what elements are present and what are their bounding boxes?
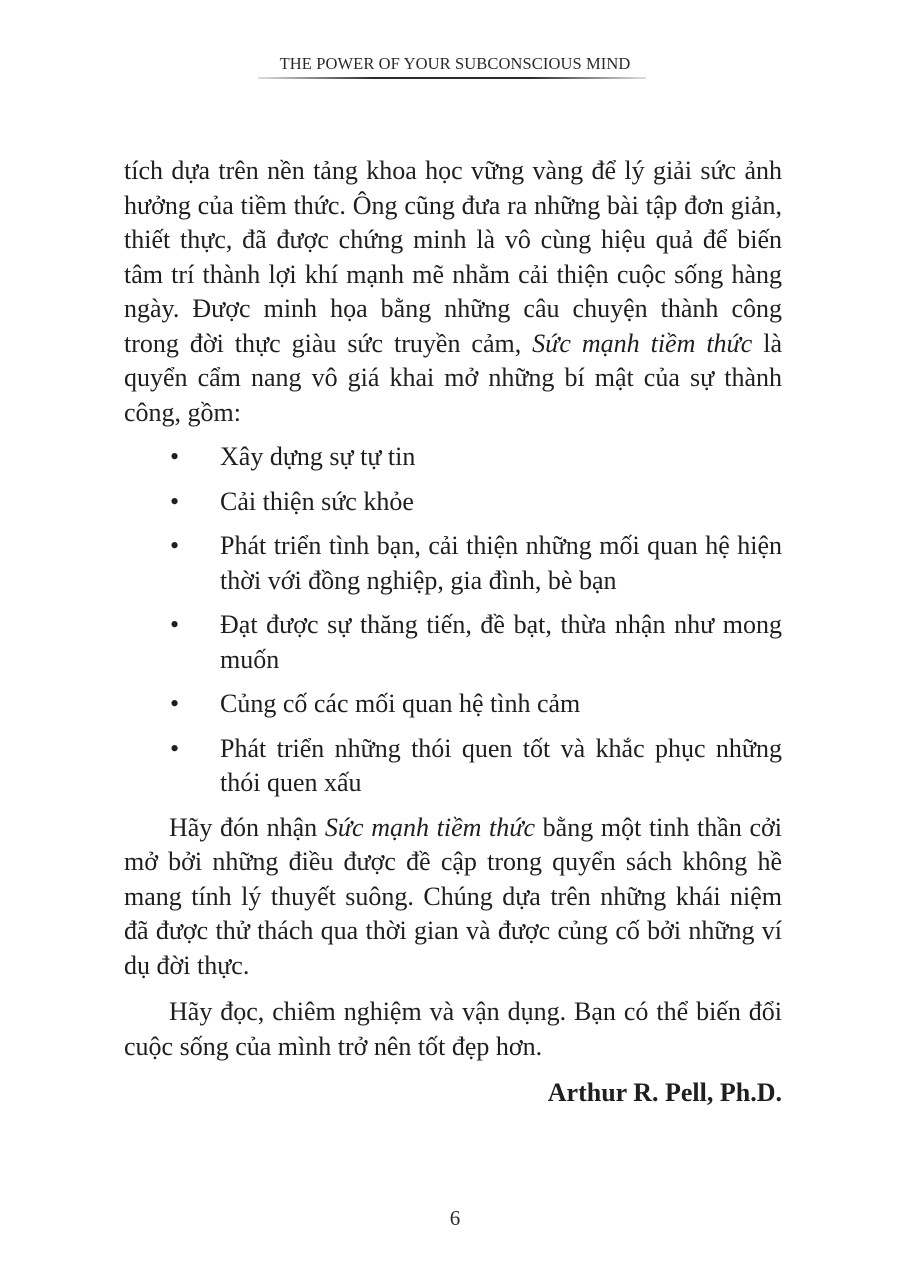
page-number: 6 [449, 1206, 461, 1230]
list-item-text: Đạt được sự thăng tiến, đề bạt, thừa nhận như mong muốn [220, 610, 782, 674]
running-header-title: THE POWER OF YOUR SUBCONSCIOUS MIND [279, 54, 631, 73]
paragraph-embrace-text-before: Hãy đón nhận [169, 812, 325, 842]
list-item-text: Phát triển những thói quen tốt và khắc phục những thói quen xấu [220, 733, 782, 797]
list-item [124, 608, 782, 677]
list-item-text: Phát triển tình bạn, cải thiện những mối quan hệ hiện thời với đồng nghiệp, gia đình, bè bạn [220, 531, 782, 595]
bullet-icon: • [170, 486, 180, 516]
bullet-icon: • [170, 689, 180, 718]
book-title-italic: Sức mạnh tiềm thức [324, 812, 535, 842]
list-item [124, 687, 782, 722]
list-item [124, 529, 782, 598]
bullet-icon: • [170, 442, 180, 471]
book-title-italic: Sức mạnh tiềm thức [532, 328, 753, 358]
bullet-icon: • [170, 733, 180, 763]
paragraph-intro-text-before: tích dựa trên nền tảng khoa học vững vàng để lý giải sức ảnh hưởng của tiềm thức. Ông cũng đưa ra những bài tập đơn giản, thiết thực, đã được chứng minh là vô cùng hiệu quả để biến tâm trí thành lợi khí mạnh mẽ nhằm cải thiện cuộc sống hàng ngày. Được minh họa bằng những câu chuyện thành công trong đời thực giàu sức truyền cảm, [124, 156, 782, 358]
list-item-text: Xây dựng sự tự tin [220, 442, 416, 471]
page-body [124, 154, 782, 1111]
paragraph-embrace-text-after: bằng một tinh thần cởi mở bởi những điều được đề cập trong quyển sách không hề mang tính lý thuyết suông. Chúng dựa trên những khái niệm đã được thử thách qua thời gian và được củng cố bởi những ví dụ đời thực. [124, 812, 782, 980]
paragraph-embrace [124, 811, 782, 984]
benefits-list [124, 440, 782, 801]
paragraph-intro [124, 154, 782, 430]
bullet-icon: • [170, 531, 180, 560]
list-item [124, 732, 782, 801]
author-signature: Arthur R. Pell, Ph.D. [547, 1078, 782, 1107]
running-header [0, 54, 910, 77]
list-item-text: Củng cố các mối quan hệ tình cảm [220, 689, 581, 718]
list-item [124, 440, 782, 475]
list-item-text: Cải thiện sức khỏe [220, 486, 414, 516]
paragraph-read: Hãy đọc, chiêm nghiệm và vận dụng. Bạn có thể biến đổi cuộc sống của mình trở nên tốt đẹp hơn. [124, 997, 782, 1061]
bullet-icon: • [170, 610, 180, 639]
header-rule [258, 77, 646, 79]
paragraph-intro-text-after: là quyển cẩm nang vô giá khai mở những bí mật của sự thành công, gồm: [124, 328, 782, 427]
list-item [124, 485, 782, 520]
